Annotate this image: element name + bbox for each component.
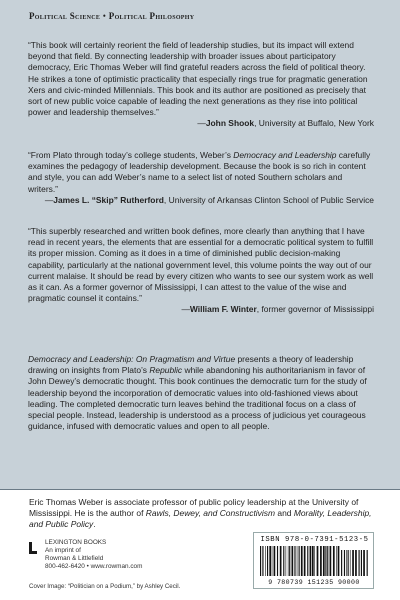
barcode-bar: [330, 546, 332, 576]
barcode-bar: [323, 546, 325, 576]
publisher-contact: 800-462-6420 • www.rowman.com: [45, 563, 143, 571]
barcode-bar: [277, 546, 278, 576]
barcode-bar: [267, 546, 268, 576]
barcode-bar: [280, 546, 282, 576]
isbn-label: [258, 536, 371, 544]
barcode-bar: [297, 546, 298, 576]
cover-image-credit: Cover Image: “Politician on a Podium,” by Ashley Cecil.: [29, 583, 181, 590]
publisher-logo-icon: [27, 541, 39, 555]
barcode-bar: [304, 546, 306, 576]
barcode-bar: [299, 546, 300, 576]
description-book-title: Democracy and Leadership: On Pragmatism and Virtue: [28, 354, 236, 364]
attribution-name: William F. Winter: [189, 304, 257, 315]
category-secondary: Political Philosophy: [108, 11, 195, 21]
quote-book-title: Democracy and Leadership: [233, 150, 337, 160]
author-name: Eric Thomas Weber: [29, 497, 104, 507]
barcode-bar: [350, 550, 351, 576]
quote-text: “From Plato through today’s college students, Weber’s: [28, 150, 234, 160]
attribution-affiliation: , former governor of Mississippi: [256, 304, 374, 315]
attribution-name: James L. “Skip” Rutherford: [53, 194, 164, 205]
barcode-bar: [325, 546, 326, 576]
attribution-affiliation: , University of Arkansas Clinton School of Public Service: [163, 194, 374, 205]
barcode-bar: [260, 546, 261, 576]
barcode-bar: [272, 546, 273, 576]
barcode-bar: [314, 546, 315, 576]
publisher-imprint: An imprint of: [45, 547, 81, 555]
category-separator: •: [100, 11, 109, 21]
barcode-bar: [359, 550, 360, 576]
barcode-bar: [288, 546, 289, 576]
ean-addon: 90000: [337, 579, 360, 586]
bio-text: .: [93, 519, 96, 530]
barcode-bar: [262, 546, 263, 576]
blurb-attribution: [28, 195, 374, 206]
blurb-attribution: [28, 118, 374, 129]
barcode-bar: [312, 546, 314, 576]
publisher-info: [45, 539, 142, 571]
attribution-dash: —: [197, 118, 206, 129]
attribution-dash: —: [181, 304, 190, 315]
description-text: presents a theory of leadership drawing on insights from Plato’s: [28, 354, 354, 376]
barcode-bar: [348, 550, 349, 576]
barcode-bar: [352, 550, 354, 576]
publisher-name: LEXINGTON BOOKS: [45, 539, 107, 546]
barcode-bar: [286, 546, 287, 576]
blurb-rutherford: [28, 150, 374, 206]
barcode-bar: [341, 550, 342, 576]
barcode-bars-icon: [259, 546, 369, 580]
bio-text: is associate professor of public policy leadership at the University of Mississippi. He is the author of: [29, 497, 359, 519]
blurb-attribution: [28, 304, 374, 315]
barcode-bar: [363, 550, 365, 576]
publisher-parent: Rowman & Littlefield: [45, 555, 104, 563]
attribution-name: John Shook: [205, 118, 255, 129]
author-bio: [29, 497, 375, 531]
blurb-shook: [28, 40, 374, 130]
description-text: while abandoning his authoritarianism in favor of John Dewey’s democratic thought. This book continues the democratic turn for the study of leadership beyond the incorporation of democratic values into old-fashioned views about leading. The completed democratic turn leaves behind the traditional focus on a class of special people. Instead, leadership is understood as a process of judicious yet courageous guidance, infused with democratic values and open to all people.: [28, 365, 367, 432]
barcode-bar: [355, 550, 357, 576]
barcode-bar: [344, 550, 345, 576]
barcode-bar: [292, 546, 294, 576]
attribution-dash: —: [44, 194, 54, 205]
bio-text: and: [275, 508, 294, 519]
barcode-bar: [361, 550, 362, 576]
barcode-bar: [289, 546, 290, 576]
barcode-bar: [265, 546, 266, 576]
barcode-bar: [336, 546, 337, 576]
isbn-number: ISBN 978-0-7391-5123-5: [260, 536, 369, 544]
barcode-bar: [310, 546, 312, 576]
barcode: [253, 532, 374, 589]
barcode-bar: [320, 546, 322, 576]
ean-number: 9 780739 151235: [268, 579, 334, 586]
blurb-quote: “This book will certainly reorient the field of leadership studies, but its impact will extend beyond that field. By connecting leadership with broader issues about participatory democracy, Eric Thomas Weber will find grateful readers across the field of political theory. He strikes a tone of optimistic practicality that especially rings true for pragmatic generation Xers and civic-minded Millennials. This book and its author are positioned as precisely that sort of new public voice capable of leading the next generations as they rise into political power and leadership themselves.”: [28, 40, 368, 118]
barcode-bar: [346, 550, 347, 576]
blurb-winter: [28, 226, 374, 316]
quote-text: carefully examines the pedagogy of leadership development. Because the book is so rich in content and style, you can add Weber’s name to a select list of noted Southern scholars and writers.”: [28, 150, 371, 194]
barcode-bar: [283, 546, 284, 576]
barcode-bar: [301, 546, 303, 576]
barcode-bar: [294, 546, 295, 576]
barcode-bar: [327, 546, 328, 576]
blurb-quote: “This superbly researched and written book defines, more clearly than anything that I have read in recent years, the elements that are essential for a democratic political system to fulfill its proper mission. Coming as it does in a time of diminished public decision-making capability, particularly at the national government level, this volume points the way out of our current malaise. It should be read by every citizen who wants to see our system work as well as it can. As a former governor of Mississippi, I can attest to the value of the wise and pragmatic counsel it contains.”: [28, 226, 374, 304]
book-description: [28, 354, 374, 432]
barcode-bar: [317, 546, 319, 576]
description-republic: Republic: [149, 365, 183, 376]
blurb-quote: [28, 150, 374, 195]
bio-book-title: Rawls, Dewey, and Constructivism: [145, 508, 276, 519]
category-primary: Political Science: [29, 11, 101, 21]
barcode-bar: [367, 550, 368, 576]
barcode-bar: [274, 546, 276, 576]
attribution-affiliation: , University at Buffalo, New York: [254, 118, 374, 129]
ean-digits: [256, 579, 372, 586]
barcode-bar: [307, 546, 308, 576]
barcode-bar: [333, 546, 335, 576]
bio-book-title: Morality, Leadership, and Public Policy: [29, 508, 372, 530]
barcode-bar: [269, 546, 271, 576]
category-line: [29, 11, 194, 21]
barcode-bar: [338, 546, 340, 576]
